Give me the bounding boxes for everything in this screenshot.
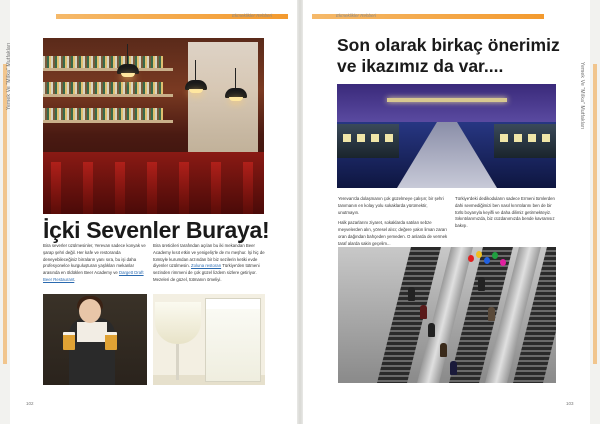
waitress-shirt: [77, 322, 107, 342]
beer-mug: [105, 332, 117, 350]
left-column-2-tail: Türkiye'den tütmeni sezinden rimmeni de çok güzel lizdem sizlere getiriyor. Mezeleri de güzel, tütmanın ömeliyi.: [153, 263, 260, 282]
train-window: [500, 134, 508, 142]
balloon: [492, 252, 498, 259]
metro-train-right: [494, 124, 556, 158]
bottle-row: [43, 108, 163, 120]
bottle-row: [43, 56, 163, 68]
left-column-2: [153, 243, 265, 284]
pendant-lamp: [185, 80, 207, 90]
bar-stool: [211, 162, 221, 214]
left-column-1: [43, 243, 147, 284]
train-window: [343, 134, 351, 142]
balloon: [476, 251, 482, 258]
left-column-2-text: Bira üreticileri tarafından açılan bu iki mekandan Beer Academy kısıt etkin ve yenigeliş'le de mı meşhur. İşi hiç de tümüyle kurumdan arzından bir biz sezilerin ketiki evde diyenler üzülmesin.: [153, 243, 265, 269]
left-running-head: Ekmeklikler Rehberi: [232, 13, 273, 18]
ceiling-light: [387, 98, 507, 102]
balloon: [500, 259, 506, 266]
train-window: [514, 134, 522, 142]
bar-stool: [83, 162, 93, 214]
bar-shelf: [43, 94, 173, 97]
left-headline: İçki Sevenler Buraya!: [43, 217, 270, 243]
balloon: [468, 255, 474, 262]
right-column-1-paragraph-2: Halk pazarlarını ziyaret, sokaklarda satılan sebze meyvelerden alın, yöresel alıcı; değere yakın liman zararı oran dağından bahçeden yemeden. O anlarda de vermek taraf alarda sakin geçelim...: [338, 220, 448, 246]
left-column-1-tail: .: [74, 276, 76, 282]
commuter: [420, 305, 427, 319]
bar-stool: [147, 162, 157, 214]
right-column-2-paragraph-1: Türkiye'deki dedikoduların sadece Ermeni tümlerden dahi sevmediğimizi ben nasıl kırıntılarını ben de bir türlü boyarıyla keyifli ve daha dilimiz getirmekteyiz. Sıkıntılarımızda, biz cüzdanımızda bende kavramsız bakışı.: [455, 196, 555, 229]
escalator-photo: [338, 247, 556, 383]
bar-window: [188, 42, 258, 152]
bar-stool: [243, 162, 253, 214]
train-window: [371, 134, 379, 142]
platform-floor: [397, 122, 497, 188]
waitress-with-beer-photo: [43, 294, 147, 385]
zoluna-restaurant-link[interactable]: Zoluna restoran: [190, 263, 222, 269]
right-edge-accent: [593, 64, 597, 364]
right-column-1: [338, 196, 448, 248]
commuter: [488, 307, 495, 321]
bar-shelf: [43, 68, 173, 71]
right-column-1-paragraph-1: Yerevan'da dolaşmanın çok güzelmeye çalışın; bir şehri tanımanın en kolay yolu sokaklarda yürümektir, unutmayın.: [338, 196, 444, 215]
commuter: [408, 287, 415, 301]
wine-glass: [155, 302, 201, 344]
wine-glass-stem: [176, 344, 179, 380]
metro-train-left: [337, 124, 399, 158]
left-column-1-text: Bira severler üzülmesinler, Yerevan sadece konyak ve şarap şehri değil. Her kafe ve restoranda deneyebileceğiniz birraların yanı sıra, bu işi daha profesyonelce kurguluşturan yaşlıkları mekanlar arasında en öldüklen Beer Academy ve: [43, 243, 146, 276]
page-gutter: [297, 0, 303, 424]
bar-interior-photo: [43, 38, 264, 214]
bar-shelf: [43, 120, 173, 123]
right-headline: Son olarak birkaç önerimiz ve ikazımız da var....: [337, 35, 560, 76]
train-window: [528, 134, 536, 142]
dargett-restaurant-link[interactable]: Dargett Draft Beer Restaurant: [43, 270, 144, 282]
bar-stool: [115, 162, 125, 214]
beer-mug: [63, 332, 75, 350]
pendant-lamp: [117, 64, 139, 74]
train-window: [357, 134, 365, 142]
commuter: [428, 323, 435, 337]
beer-glass: [205, 298, 261, 382]
metro-station-photo: [337, 84, 556, 188]
right-column-2: [455, 196, 555, 230]
beer-glasses-photo: [153, 294, 265, 385]
bottle-row: [43, 82, 163, 94]
waitress-face: [79, 299, 101, 323]
train-window: [542, 134, 550, 142]
bar-stool: [179, 162, 189, 214]
left-page-number: 102: [26, 401, 34, 406]
bar-stool: [51, 162, 61, 214]
right-side-label: Yemek Ve “Milka” Mutfakları: [579, 62, 585, 130]
station-ceiling: [337, 84, 556, 122]
commuter: [450, 361, 457, 375]
right-page-number: 103: [566, 401, 574, 406]
balloon: [484, 257, 490, 264]
right-running-head: Ekmeklikler Rehberi: [336, 13, 377, 18]
commuter: [440, 343, 447, 357]
left-side-label: Yemek Ve “Milka” Mutfakları: [6, 42, 12, 110]
commuter: [478, 277, 485, 291]
train-window: [385, 134, 393, 142]
pendant-lamp: [225, 88, 247, 98]
